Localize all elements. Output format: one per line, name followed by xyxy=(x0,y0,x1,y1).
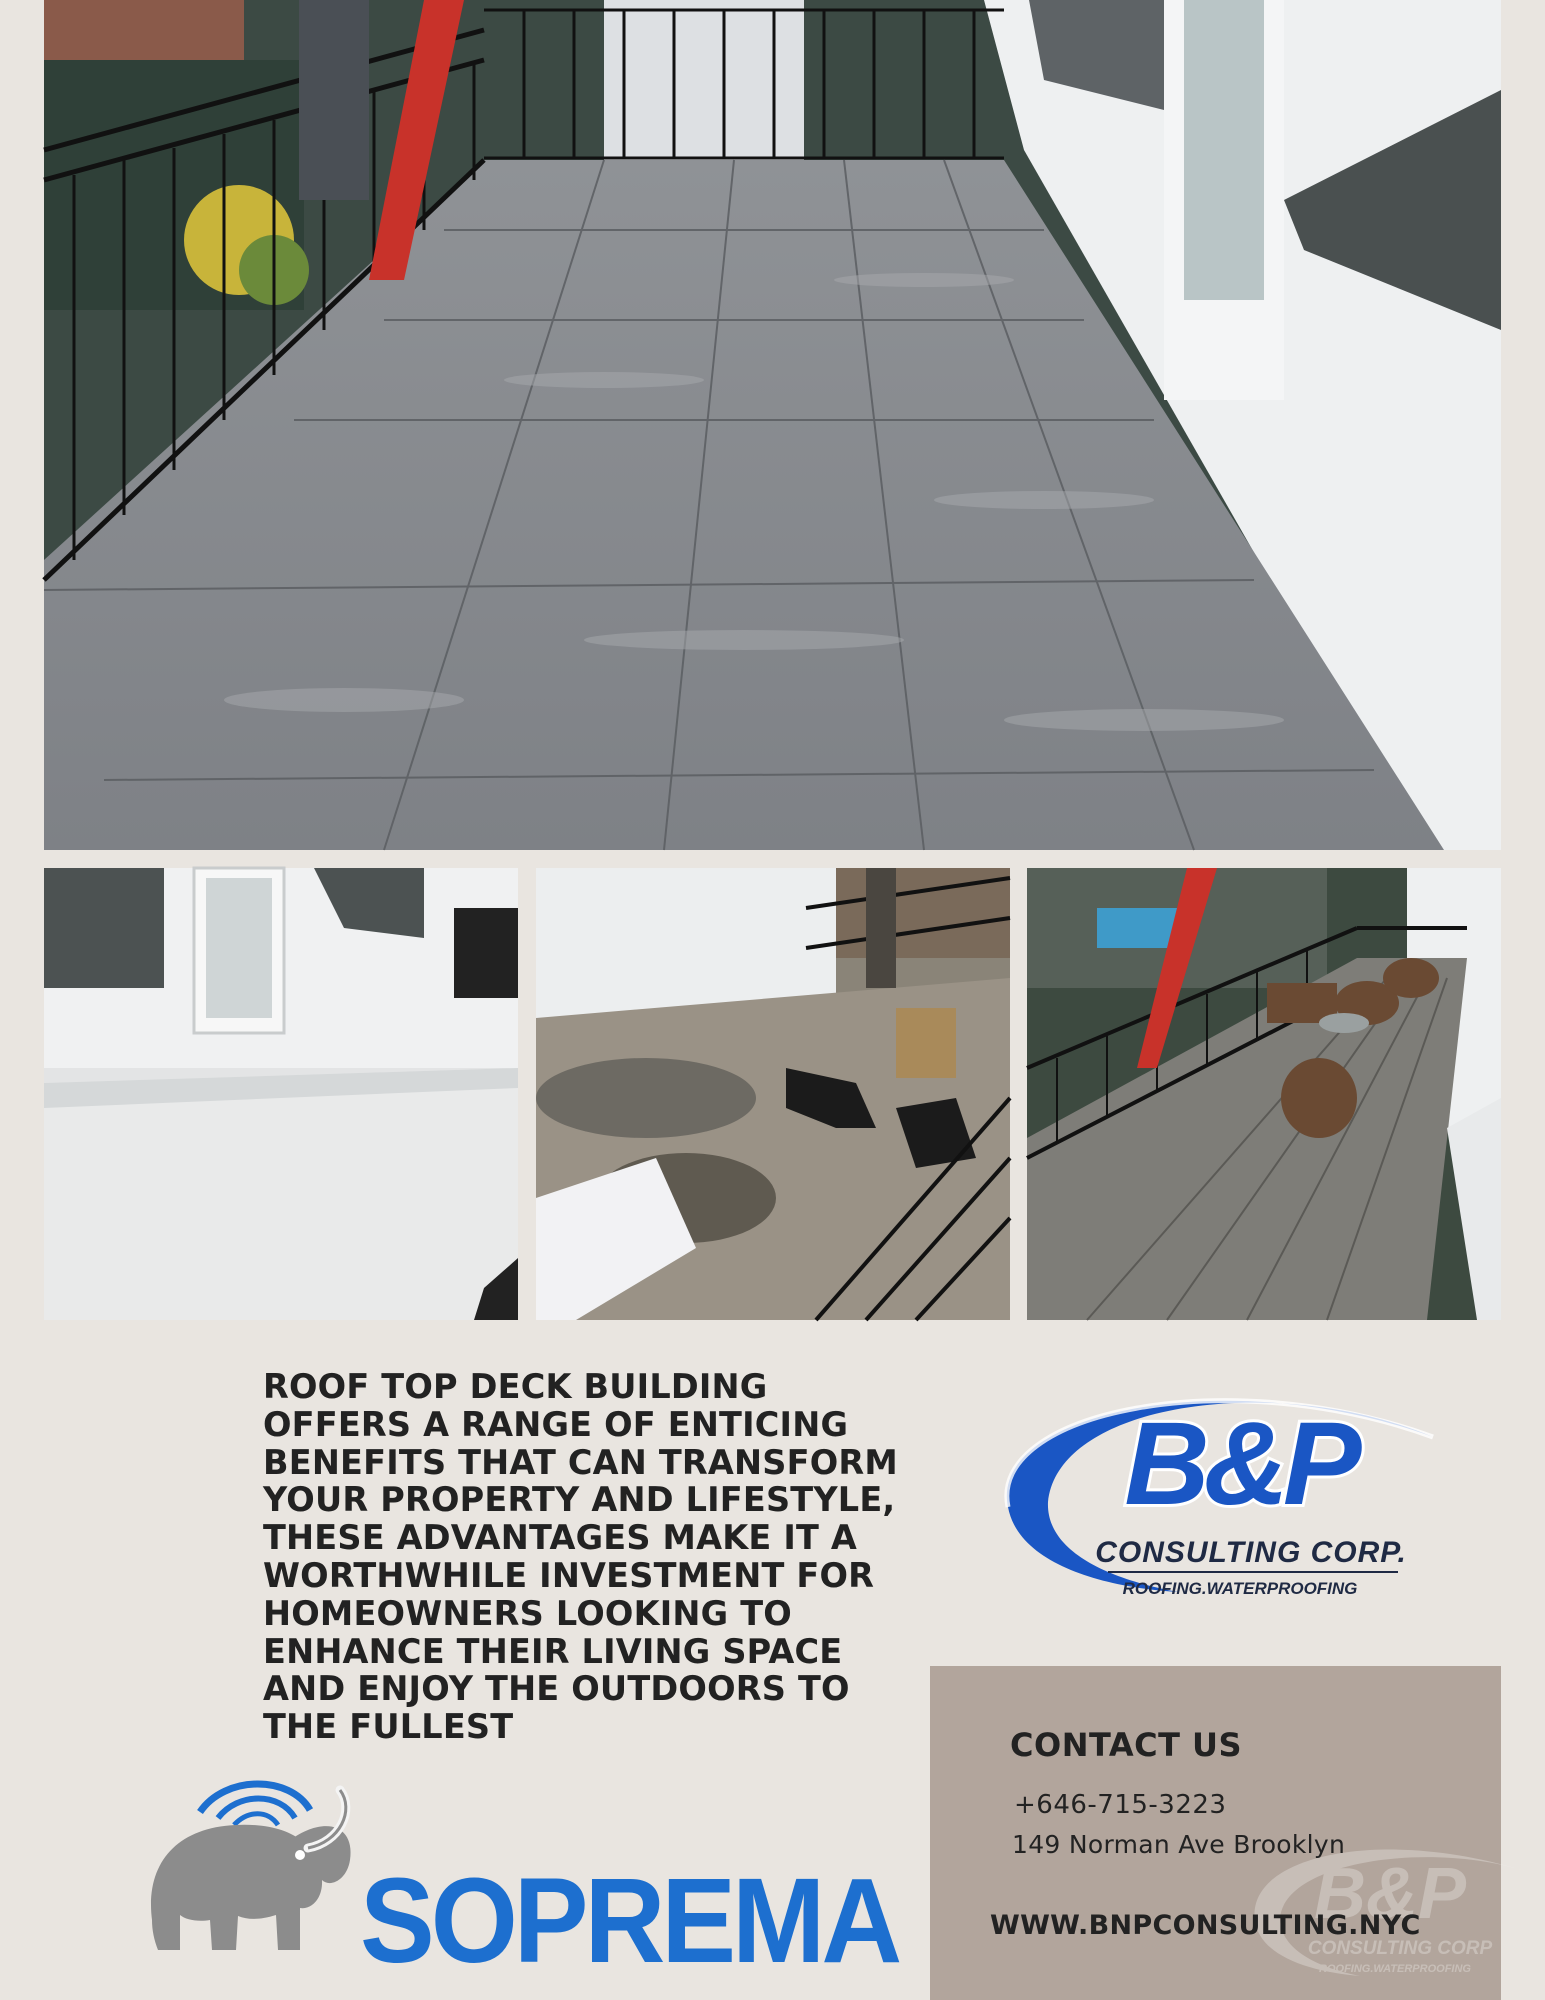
mammoth-icon xyxy=(151,1784,351,1950)
svg-text:B&P: B&P xyxy=(1313,1854,1467,1934)
contact-heading: CONTACT US xyxy=(1010,1726,1243,1764)
promo-paragraph: ROOF TOP DECK BUILDING OFFERS A RANGE OF ENTICING BENEFITS THAT CAN TRANSFORM YOUR PROPERTY AND LIFESTYLE, THESE ADVANTAGES MAKE IT A WORTHWHILE INVESTMENT FOR HOMEOWNERS LOOKING TO ENHANCE THEIR LIVING SPACE AND ENJOY THE OUTDOORS TO THE FULLEST xyxy=(263,1367,898,1747)
bp-mark: B&P xyxy=(1124,1398,1356,1530)
finished-tile-roof-deck-photo xyxy=(44,0,1501,850)
bp-tagline: ROOFING.WATERPROOFING xyxy=(1122,1579,1358,1598)
svg-text:CONSULTING CORP: CONSULTING CORP xyxy=(1307,1938,1493,1959)
contact-website[interactable]: WWW.BNPCONSULTING.NYC xyxy=(990,1910,1421,1941)
contact-address: 149 Norman Ave Brooklyn xyxy=(1012,1830,1346,1859)
contact-panel xyxy=(930,1666,1501,2000)
deck-demolition-photo xyxy=(536,868,1010,1320)
contact-phone[interactable]: +646-715-3223 xyxy=(1014,1790,1227,1820)
soprema-wordmark: SOPREMA xyxy=(360,1852,899,1989)
soprema-logo xyxy=(140,1770,899,1989)
bp-company-name: CONSULTING CORP. xyxy=(1095,1536,1407,1569)
svg-text:ROOFING.WATERPROOFING: ROOFING.WATERPROOFING xyxy=(1319,1963,1471,1975)
white-coated-roof-photo xyxy=(44,868,518,1320)
furnished-roof-deck-photo xyxy=(1027,868,1501,1320)
bp-consulting-logo xyxy=(978,1352,1458,1624)
